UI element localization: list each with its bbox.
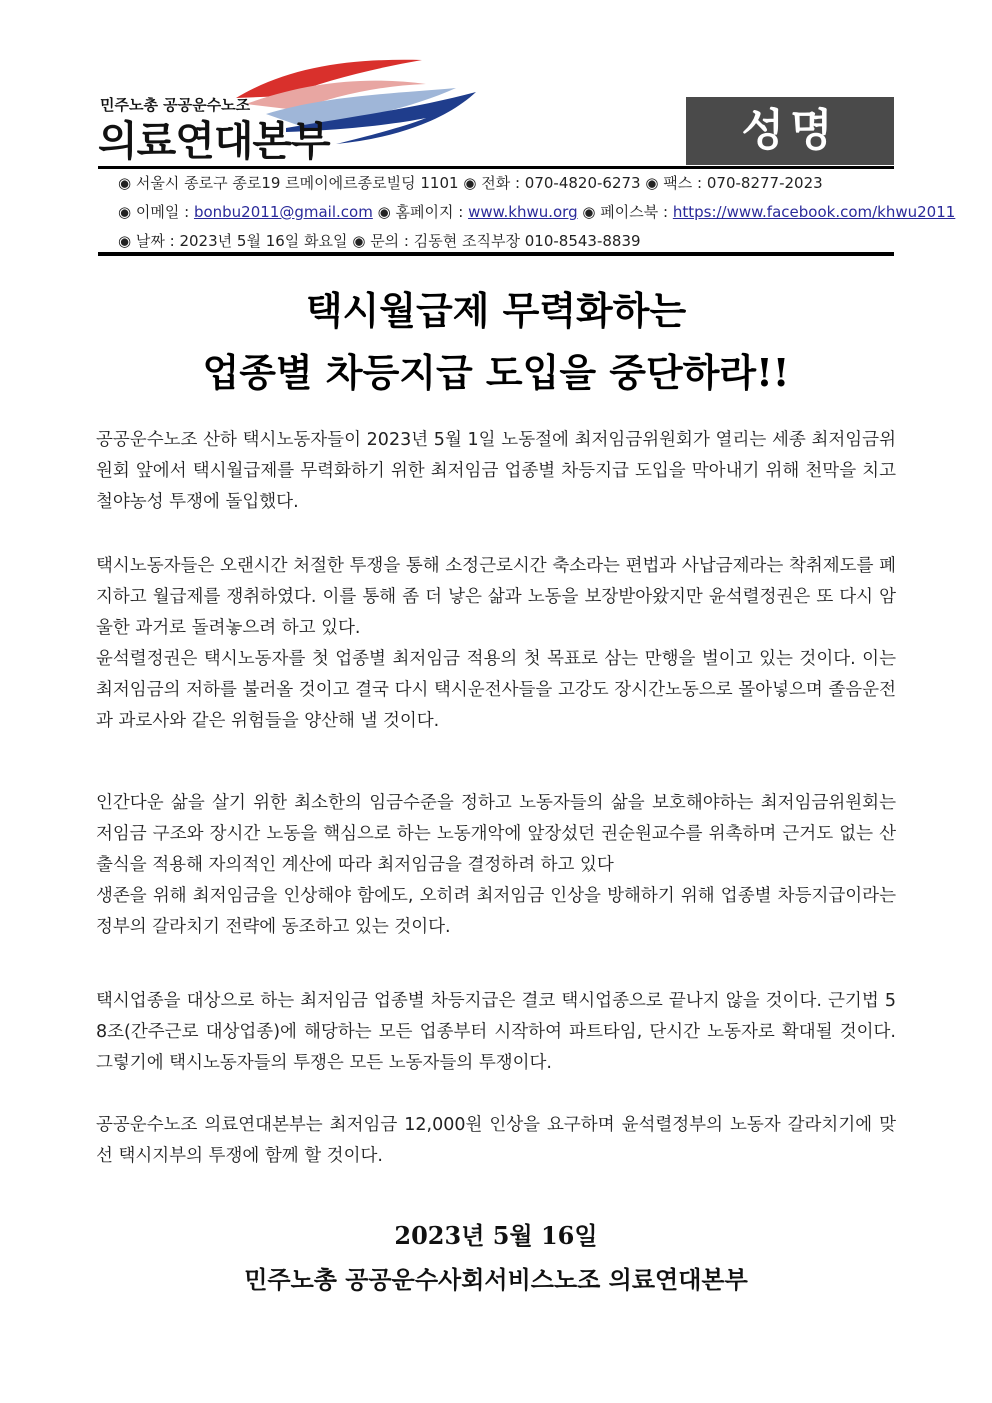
body-paragraph-2 (96, 551, 896, 737)
header-divider (98, 166, 894, 169)
headline-line-2: 업종별 차등지급 도입을 중단하라!! (202, 350, 790, 395)
body-paragraph-4 (96, 986, 896, 1079)
release-date: 2023년 5월 16일 화요일 (179, 232, 348, 250)
body-paragraph-1 (96, 425, 896, 518)
org-logo (98, 58, 388, 165)
facebook-label: 페이스북 : (600, 203, 669, 221)
body-paragraph-5 (96, 1110, 896, 1172)
inquiry-label: 문의 : (370, 232, 409, 250)
signature-org: 민주노총 공공운수사회서비스노조 의료연대본부 (244, 1265, 748, 1294)
bullet-icon: ◉ (118, 232, 132, 250)
paragraph-text: 공공운수노조 의료연대본부는 최저임금 12,000원 인상을 요구하며 윤석렬정부의 노동자 갈라치기에 맞선 택시지부의 투쟁에 함께 할 것이다. (96, 1115, 896, 1166)
paragraph-text: 공공운수노조 산하 택시노동자들이 2023년 5월 1일 노동절에 최저임금위원회가 열리는 세종 최저임금위원회 앞에서 택시월급제를 무력화하기 위한 최저임금 업종별 차등지급 도입을 막아내기 위해 천막을 치고 철야농성 투쟁에 돌입했다. (96, 430, 896, 512)
bullet-icon: ◉ (118, 174, 132, 192)
bullet-icon: ◉ (645, 174, 659, 192)
contact-line-1 (118, 172, 823, 193)
bullet-icon: ◉ (352, 232, 366, 250)
bullet-icon: ◉ (582, 203, 596, 221)
phone-label: 전화 : (481, 174, 521, 192)
phone-number: 070-4820-6273 (524, 174, 641, 192)
doc-type-badge: 성명 (686, 97, 894, 165)
contact-line-2 (118, 201, 955, 222)
headline-line-1: 택시월급제 무력화하는 (305, 288, 687, 333)
address-text: 서울시 종로구 종로19 르메이에르종로빌딩 1101 (135, 174, 459, 192)
facebook-link[interactable]: https://www.facebook.com/khwu2011 (672, 203, 956, 221)
body-paragraph-3 (96, 788, 896, 943)
date-label: 날짜 : (135, 232, 175, 250)
email-label: 이메일 : (135, 203, 190, 221)
bullet-icon: ◉ (463, 174, 477, 192)
signature-date: 2023년 5월 16일 (394, 1221, 598, 1250)
inquiry-contact: 김동현 조직부장 010-8543-8839 (413, 232, 641, 250)
contact-line-3 (118, 230, 641, 251)
paragraph-text: 윤석렬정권은 택시노동자를 첫 업종별 최저임금 적용의 첫 목표로 삼는 만행을 벌이고 있는 것이다. 이는 최저임금의 저하를 불러올 것이고 결국 다시 택시운전사들을 고강도 장시간노동으로 몰아넣으며 졸음운전과 과로사와 같은 위험들을 양산해 낼 것이다. (96, 649, 896, 731)
fax-number: 070-8277-2023 (706, 174, 823, 192)
email-link[interactable]: bonbu2011@gmail.com (193, 203, 373, 221)
fax-label: 팩스 : (663, 174, 703, 192)
bullet-icon: ◉ (377, 203, 391, 221)
paragraph-text: 생존을 위해 최저임금을 인상해야 함에도, 오히려 최저임금 인상을 방해하기 위해 업종별 차등지급이라는 정부의 갈라치기 전략에 동조하고 있는 것이다. (96, 886, 896, 937)
org-sub-name: 민주노총 공공운수노조 (100, 96, 251, 114)
homepage-link[interactable]: www.khwu.org (468, 203, 578, 221)
paragraph-text: 택시노동자들은 오랜시간 처절한 투쟁을 통해 소정근로시간 축소라는 편법과 사납금제라는 착취제도를 폐지하고 월급제를 쟁취하였다. 이를 통해 좀 더 낳은 삶과 노동을 보장받아왔지만 윤석렬정권은 또 다시 암울한 과거로 돌려놓으려 하고 있다. (96, 556, 896, 638)
bullet-icon: ◉ (118, 203, 132, 221)
org-main-name: 의료연대본부 (98, 117, 330, 165)
contact-divider (98, 252, 894, 256)
homepage-label: 홈페이지 : (395, 203, 464, 221)
paragraph-text: 인간다운 삶을 살기 위한 최소한의 임금수준을 정하고 노동자들의 삶을 보호해야하는 최저임금위원회는 저임금 구조와 장시간 노동을 핵심으로 하는 노동개악에 앞장섰던 권순원교수를 위촉하며 근거도 없는 산출식을 적용해 자의적인 계산에 따라 최저임금을 결정하려 하고 있다 (96, 793, 896, 875)
paragraph-text: 택시업종을 대상으로 하는 최저임금 업종별 차등지급은 결코 택시업종으로 끝나지 않을 것이다. 근기법 58조(간주근로 대상업종)에 해당하는 모든 업종부터 시작하여 파트타임, 단시간 노동자로 확대될 것이다. 그렇기에 택시노동자들의 투쟁은 모든 노동자들의 투쟁이다. (96, 991, 896, 1073)
